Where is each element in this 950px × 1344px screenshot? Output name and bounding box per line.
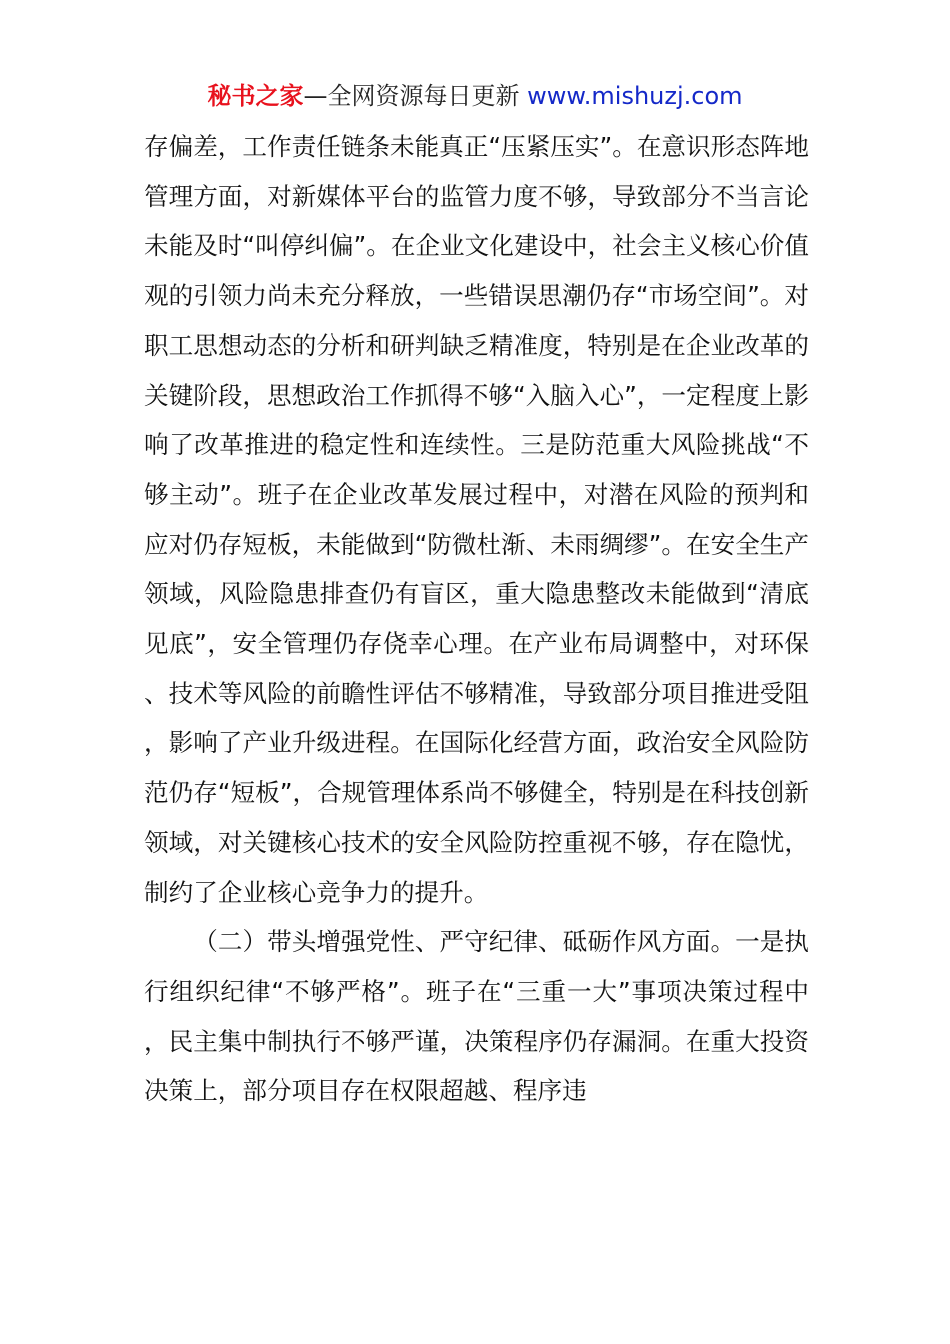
paragraph-section-two: （二）带头增强党性、严守纪律、砥砺作风方面。一是执行组织纪律“不够严格”。班子在“三重一大”事项决策过程中，民主集中制执行不够严谨，决策程序仍存漏洞。在重大投资决策上，部分项目存在权限超越、程序违	[144, 927, 809, 1106]
document-body	[144, 122, 809, 1116]
page-header	[0, 80, 950, 112]
header-tagline: —全网资源每日更新	[303, 82, 520, 110]
brand-name: 秘书之家	[207, 82, 304, 110]
site-url-link[interactable]: www.mishuzj.com	[527, 82, 743, 110]
paragraph-continued: 存偏差，工作责任链条未能真正“压紧压实”。在意识形态阵地管理方面，对新媒体平台的监管力度不够，导致部分不当言论未能及时“叫停纠偏”。在企业文化建设中，社会主义核心价值观的引领力尚未充分释放，一些错误思潮仍存“市场空间”。对职工思想动态的分析和研判缺乏精准度，特别是在企业改革的关键阶段，思想政治工作抓得不够“入脑入心”，一定程度上影响了改革推进的稳定性和连续性。三是防范重大风险挑战“不够主动”。班子在企业改革发展过程中，对潜在风险的预判和应对仍存短板，未能做到“防微杜渐、未雨绸缪”。在安全生产领域，风险隐患排查仍有盲区，重大隐患整改未能做到“清底见底”，安全管理仍存侥幸心理。在产业布局调整中，对环保、技术等风险的前瞻性评估不够精准，导致部分项目推进受阻，影响了产业升级进程。在国际化经营方面，政治安全风险防范仍存“短板”，合规管理体系尚不够健全，特别是在科技创新领域，对关键核心技术的安全风险防控重视不够，存在隐忧，制约了企业核心竞争力的提升。	[144, 132, 809, 907]
